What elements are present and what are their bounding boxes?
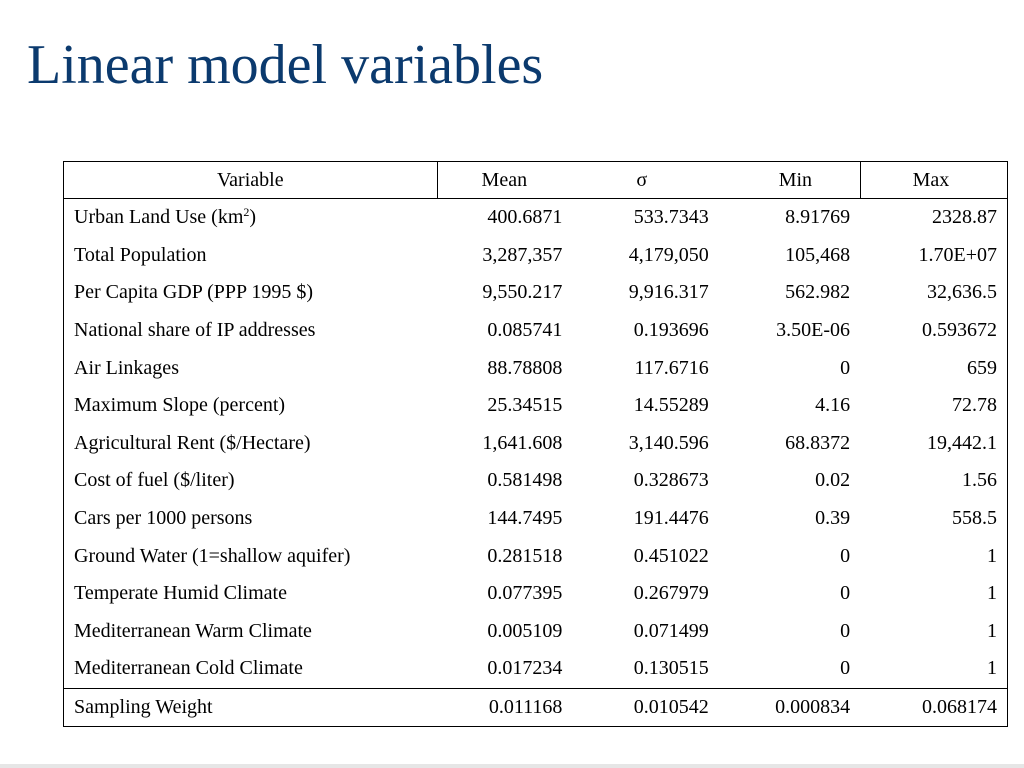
table-row [64, 387, 1008, 425]
table-row [64, 425, 1008, 463]
table-row-sampling-weight [64, 688, 1008, 727]
min-cell: 0 [840, 657, 851, 680]
min-cell: 0.02 [815, 469, 851, 492]
min-cell: 0.000834 [719, 688, 860, 727]
variable-name: Air Linkages [74, 356, 179, 379]
sigma-cell: 191.4476 [633, 507, 709, 530]
min-cell: 0 [840, 619, 851, 642]
table-row [64, 613, 1008, 651]
variables-table [63, 161, 1008, 727]
variable-label: Urban Land Use (km [74, 206, 244, 229]
sigma-cell: 0.010542 [572, 688, 718, 727]
min-cell: 68.8372 [785, 431, 851, 454]
table-row [64, 349, 1008, 387]
header-max: Max [860, 162, 1007, 199]
sigma-cell: 533.7343 [633, 206, 709, 229]
max-cell: 32,636.5 [927, 281, 997, 304]
max-cell: 0.068174 [860, 688, 1007, 727]
max-cell: 558.5 [952, 507, 997, 530]
mean-cell: 144.7495 [487, 507, 563, 530]
min-cell: 562.982 [785, 281, 851, 304]
max-cell: 1 [987, 544, 997, 567]
sigma-cell: 0.328673 [633, 469, 709, 492]
mean-cell: 0.085741 [487, 319, 563, 342]
max-cell: 1 [987, 657, 997, 680]
mean-cell: 400.6871 [487, 206, 563, 229]
min-cell: 0.39 [815, 507, 851, 530]
mean-cell: 0.581498 [487, 469, 563, 492]
max-cell: 0.593672 [922, 319, 997, 342]
table-row [64, 199, 1008, 237]
variable-name: Cost of fuel ($/liter) [74, 469, 235, 492]
min-cell: 0 [840, 356, 851, 379]
min-cell: 3.50E-06 [776, 319, 851, 342]
variable-name: Cars per 1000 persons [74, 507, 253, 530]
sigma-cell: 0.267979 [633, 582, 709, 605]
max-cell: 19,442.1 [927, 431, 997, 454]
slide-title: Linear model variables [27, 34, 544, 96]
variable-suffix: ) [249, 206, 257, 229]
min-cell: 8.91769 [785, 206, 851, 229]
sigma-cell: 14.55289 [633, 394, 709, 417]
header-min: Min [719, 162, 860, 199]
header-sigma: σ [572, 162, 718, 199]
sigma-cell: 117.6716 [634, 356, 709, 379]
variable-name: Maximum Slope (percent) [74, 394, 286, 417]
variable-name [64, 199, 438, 237]
max-cell: 1.56 [962, 469, 997, 492]
header-mean: Mean [437, 162, 572, 199]
variable-name: Mediterranean Warm Climate [74, 619, 312, 642]
min-cell: 0 [840, 544, 851, 567]
min-cell: 4.16 [815, 394, 851, 417]
footer-band [0, 764, 1024, 768]
table-row [64, 500, 1008, 538]
min-cell: 0 [840, 582, 851, 605]
sigma-cell: 4,179,050 [628, 243, 709, 266]
max-cell: 1 [987, 582, 997, 605]
variable-name: Ground Water (1=shallow aquifer) [74, 544, 351, 567]
mean-cell: 3,287,357 [482, 243, 563, 266]
variable-name: National share of IP addresses [74, 319, 316, 342]
max-cell: 1.70E+07 [918, 243, 997, 266]
max-cell: 1 [987, 619, 997, 642]
max-cell: 72.78 [952, 394, 997, 417]
mean-cell: 0.077395 [487, 582, 563, 605]
max-cell: 2328.87 [932, 206, 997, 229]
max-cell: 659 [967, 356, 997, 379]
sigma-cell: 0.193696 [633, 319, 709, 342]
table-row [64, 312, 1008, 350]
table-row [64, 650, 1008, 688]
mean-cell: 1,641.608 [482, 431, 563, 454]
mean-cell: 0.005109 [487, 619, 563, 642]
superscript: 2 [243, 205, 250, 220]
mean-cell: 0.017234 [487, 657, 563, 680]
header-variable: Variable [64, 162, 438, 199]
variable-name: Temperate Humid Climate [74, 582, 287, 605]
sigma-cell: 0.071499 [633, 619, 709, 642]
table-row [64, 462, 1008, 500]
mean-cell: 88.78808 [487, 356, 563, 379]
sigma-cell: 0.130515 [633, 657, 709, 680]
table-row [64, 575, 1008, 613]
variable-name: Total Population [74, 243, 207, 266]
mean-cell: 0.011168 [437, 688, 572, 727]
table-header-row [64, 162, 1008, 199]
mean-cell: 0.281518 [487, 544, 563, 567]
variable-name: Sampling Weight [64, 688, 438, 727]
variable-name: Agricultural Rent ($/Hectare) [74, 431, 311, 454]
mean-cell: 25.34515 [487, 394, 563, 417]
table-row [64, 537, 1008, 575]
variable-name: Mediterranean Cold Climate [74, 657, 303, 680]
sigma-cell: 3,140.596 [628, 431, 709, 454]
mean-cell: 9,550.217 [482, 281, 563, 304]
sigma-cell: 0.451022 [633, 544, 709, 567]
variable-name: Per Capita GDP (PPP 1995 $) [74, 281, 314, 304]
sigma-cell: 9,916.317 [628, 281, 709, 304]
min-cell: 105,468 [785, 243, 851, 266]
table-row [64, 237, 1008, 275]
table-row [64, 274, 1008, 312]
